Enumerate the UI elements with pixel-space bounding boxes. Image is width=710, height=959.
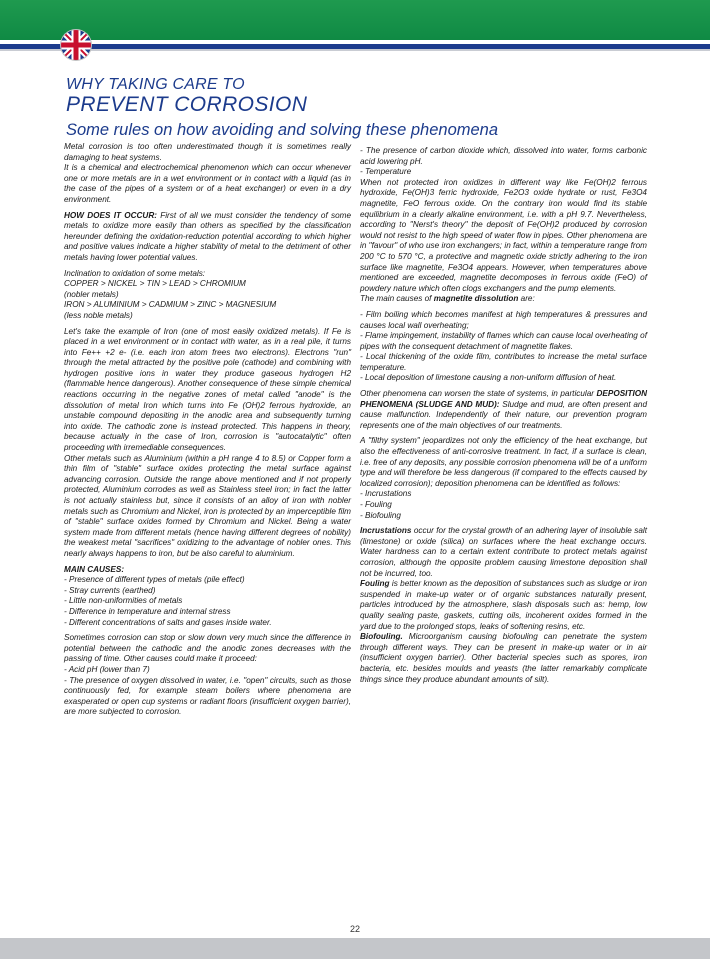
paragraph: Inclination to oxidation of some metals: bbox=[64, 268, 206, 278]
list-item: - Difference in temperature and internal stress bbox=[64, 606, 231, 616]
paragraph bbox=[360, 389, 647, 431]
bold-term: magnetite dissolution bbox=[433, 294, 519, 304]
list-item: - Temperature bbox=[360, 167, 412, 177]
paragraph-text: The main causes of bbox=[360, 294, 434, 304]
title-small: WHY TAKING CARE TO bbox=[66, 76, 245, 93]
paragraph-text: is better known as the deposition of substances such as sludge or iron suspended in make-up water or of organic substances naturally present, particles introduced by the atmosphere, slash disposals such as: hemp, low quality sealing paste, gaskets, cutting oils, incoherent oxides formed in the yard due to the prolonged stops, leaks of softening resins, etc. bbox=[360, 579, 647, 631]
paragraph-text: Other phenomena can worsen the state of systems, in particular bbox=[360, 389, 597, 399]
paragraph: When not protected iron oxidizes in different way like Fe(OH)2 ferrous hydroxide, Fe(OH)3 ferric hydroxide, Fe2O3 oxide hydrate or rust, Fe3O4 magnetite, FeO ferrous oxide. On the contrary iron would find its stable equilibrium in a clearly alkaline environment, i.e. with a pH 9.7. Nevertheless, according to "Nerst's theory" the deposit of Fe(OH)2 produced by corrosion would not resist to the high speed of water flow in pipes. Other phenomena are in "favour" of who use iron exchangers; in fact, within a temperature range from 200 °C to 570 °C, a protective and magnetic oxide strictly adhering to the iron surface like magnetite, Fe3O4 appears. However, when temperatures above mentioned are exceeded, magnetite decomposes in ferrous oxide (FeO) of powdery nature which often clogs exchangers and the pump elements. bbox=[360, 177, 647, 293]
list-item: - The presence of carbon dioxide which, dissolved into water, forms carbonic acid lowering pH. bbox=[360, 146, 647, 166]
bold-term: Fouling bbox=[360, 579, 390, 589]
footer-gray-band bbox=[0, 938, 710, 959]
page-number: 22 bbox=[349, 924, 360, 934]
paragraph-text: occur for the crystal growth of an adhering layer of insoluble salt (limestone) or oxide (silica) on surfaces where the heat exchange occurs. Water hardness can to a certain extent contribute to protect metals against corrosion, although the opposite problem causing limestone deposition shall not be incurred, too. bbox=[360, 526, 647, 578]
list-item: - Stray currents (earthed) bbox=[64, 585, 156, 595]
paragraph-text: are: bbox=[518, 294, 535, 304]
page-subtitle: Some rules on how avoiding and solving these phenomena bbox=[66, 121, 499, 139]
paragraph-text: Sludge and mud, are often present and cause malfunction. Independently of their nature, our prevention program represents one of the main objectives of our treatments. bbox=[360, 399, 647, 430]
left-column bbox=[64, 142, 351, 718]
bold-term: DEPOSITION PHENOMENA (SLUDGE AND MUD): bbox=[360, 389, 647, 409]
right-column bbox=[360, 146, 647, 685]
paragraph: Let's take the example of Iron (one of most easily oxidized metals). If Fe is placed in a wet environment or in contact with water, as in a real pile, it turns into Fe++ +2 e- (i.e. each iron atom frees two electrons). Electrons "run" through the metal attracted by the positive pole (cathode) and combining with hydrogen positive ions in water they produce gaseous hydrogen H2 (flammable hence dangerous). Another consequence of these simple chemical reactions occurring in the negative zones of metal called "anode" is the dissolution of metal Iron which turns into Fe (OH)2 ferrous hydroxide, an unstable compound depositing in the anodic area and subsequently turning into oxide. The cathodic zone is instead protected. This happens in theory, because actually in the case of Iron, corrosion is "autocatalytic" often proceeding with irremediable consequences. bbox=[64, 326, 351, 453]
list-item: - Different concentrations of salts and gases inside water. bbox=[64, 617, 272, 627]
paragraph: A "filthy system" jeopardizes not only the efficiency of the heat exchange, but also the effectiveness of anti-corrosive treatment. In fact, if a surface is clean, i.e. free of any deposits, any possible corrosion phenomena will be of a uniform type and will therefore be less dangerous (if compared to the effects caused by localized corrosion); deposition phenomena can be identified as follows: bbox=[360, 436, 647, 488]
paragraph: Metal corrosion is too often underestimated though it is sometimes really damaging to heat systems. bbox=[64, 142, 351, 162]
paragraph: Sometimes corrosion can stop or slow down very much since the difference in potential between the cathodic and the anodic zones decreases with the passing of time. Other causes could make it proceed: bbox=[64, 633, 351, 664]
metal-list: COPPER > NICKEL > TIN > LEAD > CHROMIUM bbox=[64, 279, 246, 289]
paragraph bbox=[360, 294, 647, 305]
list-item: - Local thickening of the oxide film, contributes to increase the metal surface temperature. bbox=[360, 352, 647, 372]
list-item: - Fouling bbox=[360, 500, 392, 509]
list-item: - Local deposition of limestone causing a non-uniform diffusion of heat. bbox=[360, 373, 617, 383]
list-item: - The presence of oxygen dissolved in water, i.e. "open" circuits, such as those continuously fed, for example steam boilers where phenomena are exasperated or open cup systems or radiant floors (insufficient oxygen barrier), are more subjected to corrosion. bbox=[64, 675, 351, 717]
list-item: - Flame impingement, instability of flames which can cause local overheating of pipes with the consequent detachment of magnetite flakes. bbox=[360, 331, 647, 351]
paragraph bbox=[360, 632, 647, 685]
page-title: PREVENT CORROSION bbox=[66, 93, 308, 116]
paragraph bbox=[360, 526, 647, 579]
paragraph bbox=[64, 211, 351, 264]
bold-term: Biofouling. bbox=[360, 632, 403, 642]
metal-list: IRON > ALUMINIUM > CADMIUM > ZINC > MAGNESIUM bbox=[64, 300, 277, 310]
section-heading: MAIN CAUSES: bbox=[64, 564, 125, 574]
list-item: - Film boiling which becomes manifest at high temperatures & pressures and causes local wall overheating; bbox=[360, 309, 647, 330]
uk-flag-icon bbox=[61, 30, 91, 60]
header-green-band bbox=[0, 0, 710, 40]
list-item: - Acid pH (lower than 7) bbox=[64, 664, 150, 674]
header-gray-stripe bbox=[0, 49, 710, 51]
paragraph: Other metals such as Aluminium (within a pH range 4 to 8.5) or Copper form a thin film of "stable" surface oxides protecting the metal surface against advancing corrosion. Outside the range above mentioned and if not properly protected, Aluminium corrodes as well as Stainless steel iron; in fact the latter is not actually stainless but, since it consists of an alloy of iron with nobler metals such as Chromium and Nickel, iron is protected by an imperceptible film of "stable" surface oxides formed by Chromium and Nickel. Being a water system made from different metals (hence having different degrees of nobility) the weakest metal "sacrifices" oxidizing to the advantage of nobler ones. This nearly always happens to iron, but be also careful to aluminium. bbox=[64, 453, 351, 558]
paragraph bbox=[360, 579, 647, 632]
section-heading: HOW DOES IT OCCUR: bbox=[64, 210, 157, 220]
list-item: - Little non-uniformities of metals bbox=[64, 596, 183, 606]
paragraph-text: First of all we must consider the tendency of some metals to oxidize more easily than others as specified by the classification hereunder defining the oxidation-reduction potential according to which higher and positive values indicate a higher stability of metal to the detriment of other metals having lower potential values. bbox=[64, 210, 351, 262]
metal-list-note: (less noble metals) bbox=[64, 310, 133, 320]
metal-list-note: (nobler metals) bbox=[64, 289, 119, 299]
paragraph-text: Microorganism causing biofouling can penetrate the system through different ways. They can be present in make-up water or in air (insufficient oxygen barrier). Other bacterial species such as spores, iron bacteria, etc. besides moulds and yeasts (the latter remarkably complicate things since they produce abundant amounts of silt). bbox=[360, 632, 647, 684]
paragraph: It is a chemical and electrochemical phenomenon which can occur whenever one or more metals are in a wet environment or in contact with a liquid (as in the case of the pipes of a system or of a heat exchanger) or even in a dry environment. bbox=[64, 163, 351, 204]
list-item: - Biofouling bbox=[360, 510, 401, 520]
list-item: - Presence of different types of metals (pile effect) bbox=[64, 575, 245, 585]
list-item: - Incrustations bbox=[360, 489, 412, 499]
bold-term: Incrustations bbox=[360, 526, 412, 536]
title-block bbox=[66, 76, 666, 141]
